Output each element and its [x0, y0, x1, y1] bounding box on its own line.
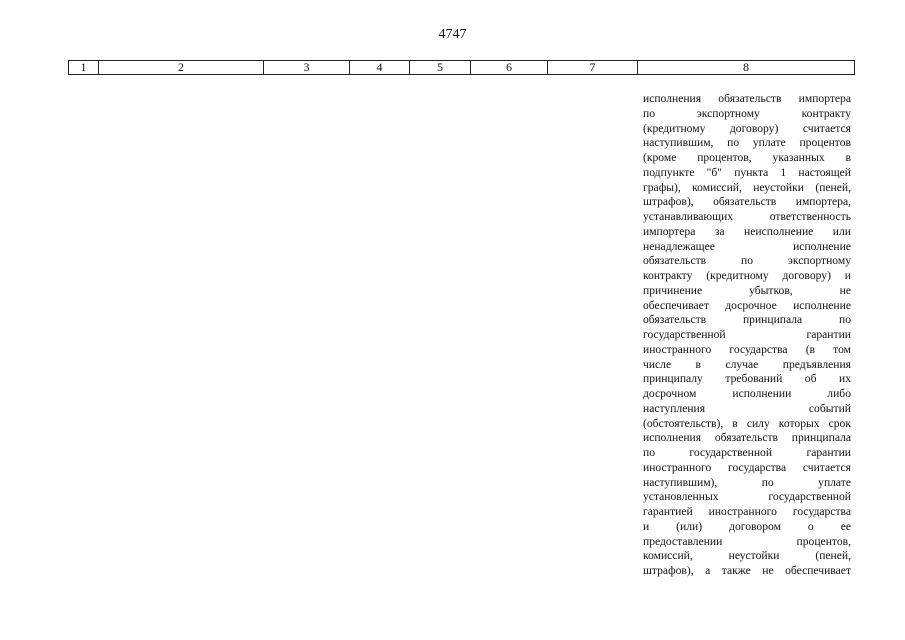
column-number-cell: 7 [548, 61, 638, 75]
text-line: принципалу требований об их [643, 372, 851, 386]
text-line: комиссий, неустойки (пеней, [643, 549, 851, 563]
text-line: обязательств принципала по [643, 313, 851, 327]
text-line: причинение убытков, не [643, 283, 851, 297]
text-line: подпункте "б" пункта 1 настоящей [643, 165, 851, 179]
text-line: по экспортному контракту [643, 106, 851, 120]
column-number-cell: 4 [350, 61, 410, 75]
text-line: досрочном исполнении либо [643, 387, 851, 400]
text-line: иностранного государства (в том [643, 342, 851, 356]
text-line: наступившим), по уплате [643, 475, 851, 489]
text-line: (кроме процентов, указанных в [643, 151, 851, 164]
text-line: обязательств по экспортному [643, 254, 851, 268]
text-line: обеспечивает досрочное исполнение [643, 298, 851, 312]
text-line: исполнения обязательств принципала [643, 431, 851, 445]
text-line: (кредитному договору) считается [643, 121, 851, 135]
column-number-row [69, 61, 855, 75]
text-line: иностранного государства считается [643, 460, 851, 474]
text-line: числе в случае предъявления [643, 357, 851, 371]
text-line: контракту (кредитному договору) и [643, 269, 851, 282]
column-number-header [68, 60, 855, 75]
column-8-text [643, 92, 851, 579]
text-line: предоставлении процентов, [643, 534, 851, 548]
text-line: штрафов), обязательств импортера, [643, 195, 851, 209]
text-line: (обстоятельств), в силу которых срок [643, 416, 851, 430]
text-line: графы), комиссий, неустойки (пеней, [643, 180, 851, 194]
text-line: наступления событий [643, 401, 851, 415]
text-line: исполнения обязательств импортера [643, 92, 851, 105]
text-line: и (или) договором о ее [643, 519, 851, 533]
column-number-cell: 1 [69, 61, 99, 75]
column-number-cell: 6 [471, 61, 548, 75]
text-line: импортера за неисполнение или [643, 224, 851, 238]
text-line: наступившим, по уплате процентов [643, 136, 851, 150]
text-line: устанавливающих ответственность [643, 210, 851, 223]
text-line: государственной гарантии [643, 328, 851, 341]
column-number-cell: 3 [264, 61, 350, 75]
text-line: по государственной гарантии [643, 446, 851, 459]
column-number-cell: 5 [410, 61, 471, 75]
page-number: 4747 [438, 27, 467, 42]
text-line: ненадлежащее исполнение [643, 239, 851, 253]
text-line: установленных государственной [643, 490, 851, 504]
text-line: гарантией иностранного государства [643, 505, 851, 518]
column-number-cell: 8 [638, 61, 855, 75]
column-number-cell: 2 [99, 61, 264, 75]
text-line: штрафов), а также не обеспечивает [643, 564, 851, 577]
